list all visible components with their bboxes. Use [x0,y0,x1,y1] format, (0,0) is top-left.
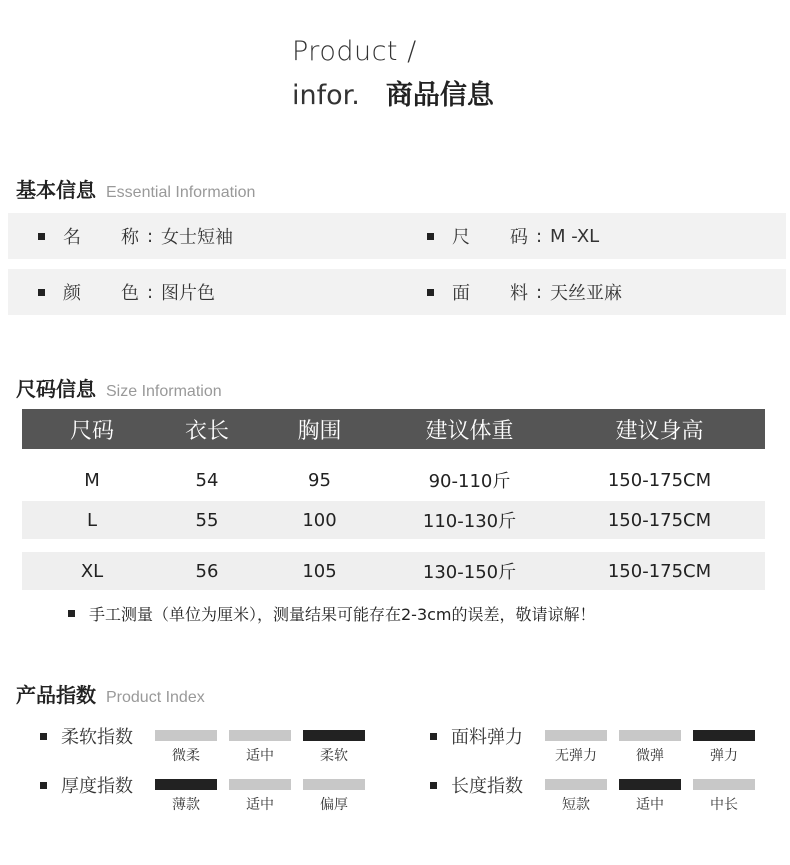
table-cell: 150-175CM [607,509,712,531]
table-cell: M [84,469,100,491]
index-option [619,774,681,814]
index-option [155,774,217,814]
index-option [545,725,607,765]
header-title-cn: 商品信息 [384,73,496,112]
index-option-label: 中长 [710,797,738,813]
index-item-thickness [40,774,377,814]
index-bar [303,730,365,741]
info-value: M -XL [550,225,600,247]
info-item-fabric [427,269,622,315]
table-cell: 55 [195,509,219,531]
table-cell: 105 [302,560,337,582]
table-row [22,501,765,539]
bullet-icon [38,233,45,240]
index-option-label: 弹力 [710,748,738,764]
bullet-icon [38,289,45,296]
table-cell: XL [80,560,104,582]
index-option-label: 偏厚 [320,797,348,813]
size-header-cell: 尺码 [69,418,114,444]
index-bar [693,779,755,790]
info-key: 称 [121,227,139,248]
measurement-note [68,602,596,625]
info-value: 女士短袖 [161,227,233,248]
section-title-en: Product Index [106,689,205,706]
index-label: 柔软指数 [61,727,133,748]
index-option-label: 适中 [636,797,664,813]
index-option [693,774,755,814]
note-text: 手工测量（单位为厘米），测量结果可能存在2-3cm的误差，敬请谅解！ [89,605,596,624]
index-option [303,774,365,814]
index-bar [303,779,365,790]
index-option-label: 薄款 [172,797,200,813]
header-title-en: Product / [292,36,417,67]
table-row [22,552,765,590]
index-bar [619,730,681,741]
index-bar [155,730,217,741]
index-option-label: 适中 [246,748,274,764]
info-item-color [38,269,215,315]
bullet-icon [427,233,434,240]
section-title-index [16,679,205,708]
index-item-softness [40,725,377,765]
info-colon: : [147,225,154,247]
info-colon: : [536,281,543,303]
table-cell: 95 [308,469,331,491]
size-header-cell: 建议体重 [425,418,514,444]
index-label: 长度指数 [451,776,523,797]
index-bar [619,779,681,790]
index-option-label: 微弹 [636,748,664,764]
info-item-name [38,213,233,259]
table-cell: 110-130斤 [422,511,517,532]
info-key: 尺 [452,227,470,248]
index-label: 厚度指数 [61,776,133,797]
table-cell: 56 [195,560,219,582]
section-title-size [16,373,222,402]
info-value: 图片色 [161,283,215,304]
bullet-icon [68,610,75,617]
bullet-icon [427,289,434,296]
section-title-cn: 产品指数 [16,683,96,707]
table-cell: 130-150斤 [422,562,517,583]
index-option [303,725,365,765]
size-table-header [22,409,765,449]
index-option [155,725,217,765]
index-option-label: 微柔 [172,748,200,764]
index-option [693,725,755,765]
page-header [292,36,496,112]
section-title-en: Size Information [106,383,222,400]
size-header-cell: 建议身高 [615,418,704,444]
index-bar [545,779,607,790]
info-colon: : [536,225,543,247]
section-title-cn: 尺码信息 [16,377,96,401]
info-key: 色 [121,283,139,304]
section-title-en: Essential Information [106,184,256,201]
info-key: 面 [452,283,470,304]
index-bar [155,779,217,790]
size-header-cell: 衣长 [184,418,229,444]
table-cell: 150-175CM [607,469,712,491]
index-item-elasticity [430,725,767,765]
info-key: 码 [510,227,528,248]
index-option [545,774,607,814]
info-row [8,269,786,315]
bullet-icon [430,782,437,789]
size-header-cell: 胸围 [297,418,342,444]
index-option-label: 无弹力 [555,748,597,764]
table-cell: 54 [195,469,219,491]
info-colon: : [147,281,154,303]
info-item-size [427,213,599,259]
info-key: 名 [63,227,81,248]
bullet-icon [40,733,47,740]
table-cell: 100 [302,509,337,531]
table-cell: L [86,509,98,531]
table-row [22,461,765,499]
table-cell: 90-110斤 [428,471,511,492]
info-row [8,213,786,259]
index-item-length [430,774,767,814]
index-option-label: 短款 [562,797,590,813]
info-key: 料 [510,283,528,304]
index-option [229,774,291,814]
section-title-basic [16,174,255,203]
index-label: 面料弹力 [451,727,523,748]
section-title-cn: 基本信息 [16,178,96,202]
bullet-icon [430,733,437,740]
header-subtitle-en: infor. [292,80,360,111]
bullet-icon [40,782,47,789]
index-option [619,725,681,765]
info-value: 天丝亚麻 [550,283,622,304]
index-bar [229,730,291,741]
index-option-label: 适中 [246,797,274,813]
index-bar [693,730,755,741]
table-cell: 150-175CM [607,560,712,582]
index-bar [545,730,607,741]
index-bar [229,779,291,790]
info-key: 颜 [63,283,81,304]
index-option [229,725,291,765]
index-option-label: 柔软 [320,748,348,764]
